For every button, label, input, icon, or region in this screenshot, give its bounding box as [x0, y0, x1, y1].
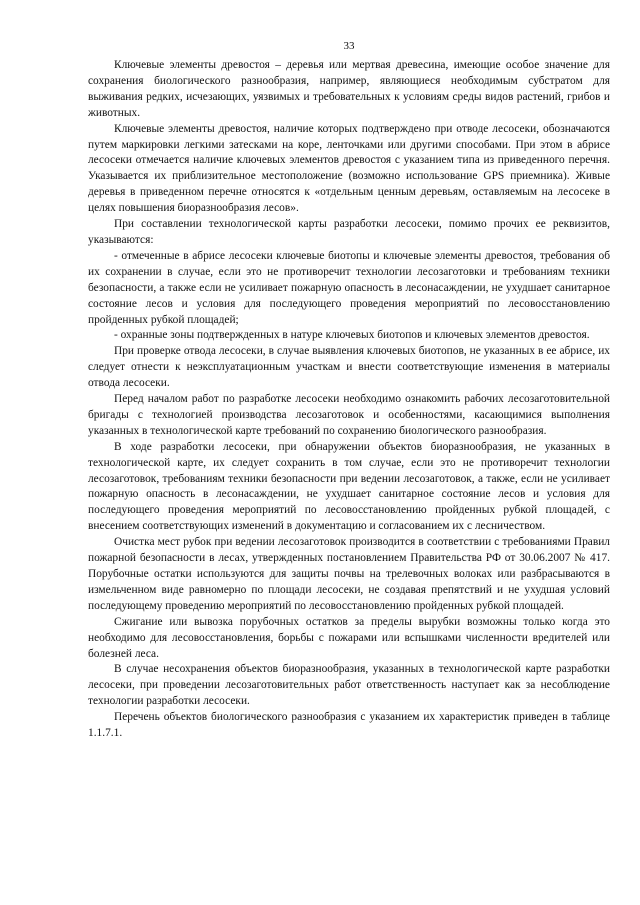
body-text [88, 58, 610, 742]
page-number: 33 [343, 40, 355, 52]
list-item-biotopes: - отмеченные в абрисе лесосеки ключевые биотопы и ключевые элементы древостоя, требования об их сохранении в случае, если это не противоречит технологии лесозаготовки и требованиям техники безопасности, а также если не усиливает пожарную опасность в лесонасаждении, не ухудшает санитарное состояние лесов и условия для последующего проведения мероприятий по лесовосстановлению пройденных рубкой площадей; [88, 249, 610, 326]
paragraph-allotment-check: При проверке отвода лесосеки, в случае выявления ключевых биотопов, не указанных в ее абрисе, их следует отнести к неэксплуатационным участкам и внести соответствующие изменения в материалы отвода лесосеки. [88, 345, 610, 390]
paragraph-biodiversity-discovery: В ходе разработки лесосеки, при обнаружении объектов биоразнообразия, не указанных в технологической карте, их следует сохранить в том случае, если это не противоречит технологии лесозаготовок, требованиям техники безопасности при ведении лесозаготовок, а также, если не усиливает пожарную опасность в лесонасаждении, не ухудшает санитарное состояние лесов и условия для последующего проведения мероприятий по лесовосстановлению пройденных рубкой площадей, с внесением соответствующих изменений в документацию и согласованием их с лесничеством. [88, 440, 610, 533]
paragraph-site-cleanup: Очистка мест рубок при ведении лесозаготовок производится в соответствии с требованиями Правил пожарной безопасности в лесах, утвержденных постановлением Правительства РФ от 30.06.2007 № 417. Порубочные остатки используются для защиты почвы на трелевочных волоках или разбрасываются в измельченном виде равномерно по площади лесосеки, не создавая препятствий и не ухудшая условий последующему проведению мероприятий по лесовосстановлению пройденных рубкой площадей. [88, 536, 610, 612]
paragraph-worker-briefing: Перед началом работ по разработке лесосеки необходимо ознакомить рабочих лесозаготовительной бригады с технологией производства лесозаготовок и особенностями, касающимися выполнения указанных в технологической карте требований по сохранению биологического разнообразия. [88, 393, 610, 437]
paragraph-residue-burning: Сжигание или вывозка порубочных остатков за пределы вырубки возможны только когда это необходимо для лесовосстановления, борьбы с пожарами или вспышками численности вредителей или болезней леса. [88, 615, 610, 660]
paragraph-key-elements-definition: Ключевые элементы древостоя – деревья или мертвая древесина, имеющие особое значение для сохранения биологического разнообразия, например, являющиеся необходимым субстратом для выживания редких, исчезающих, уязвимых и требовательных к условиям среды видов растений, грибов и животных. [88, 59, 610, 119]
paragraph-key-elements-marking: Ключевые элементы древостоя, наличие которых подтверждено при отводе лесосеки, обозначаются путем маркировки легкими затесками на коре, ленточками или другими способами. При этом в абрисе лесосеки отмечается наличие ключевых элементов древостоя с указанием типа из приведенного перечня. Указывается их приблизительное местоположение (возможно использование GPS приемника). Живые деревья в приведенном перечне относятся к «отдельным ценным деревьям, оставляемым на лесосеке в целях повышения биоразнообразия лесов». [88, 122, 610, 215]
paragraph-table-reference: Перечень объектов биологического разнообразия с указанием их характеристик приведен в таблице 1.1.7.1. [88, 711, 610, 740]
list-item-protection-zones: - охранные зоны подтвержденных в натуре ключевых биотопов и ключевых элементов древостоя. [114, 329, 590, 342]
paragraph-tech-map-intro: При составлении технологической карты разработки лесосеки, помимо прочих ее реквизитов, указываются: [88, 218, 610, 246]
paragraph-responsibility: В случае несохранения объектов биоразнообразия, указанных в технологической карте разработки лесосеки, при проведении лесозаготовительных работ ответственность наступает как за несоблюдение технологии разработки лесосеки. [88, 663, 610, 708]
